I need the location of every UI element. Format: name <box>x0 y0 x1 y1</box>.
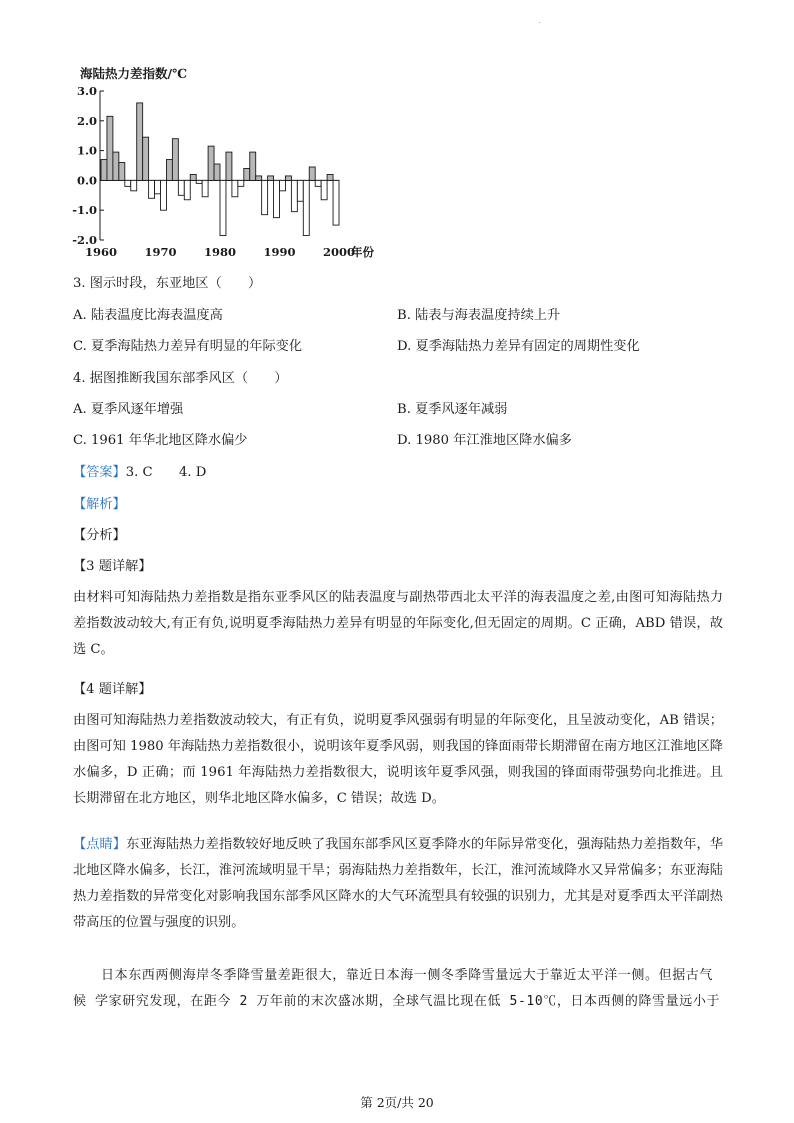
bar-1968 <box>149 180 155 198</box>
answer-text: 3. C 4. D <box>125 465 207 480</box>
bar-1989 <box>274 180 280 217</box>
dianjing-tag: 【点睛】 <box>73 837 127 852</box>
bar-1969 <box>155 180 161 193</box>
bar-1964 <box>125 180 131 186</box>
bar-1976 <box>196 180 202 183</box>
bar-1984 <box>244 168 250 180</box>
page-footer: 第 2页/共 20 <box>360 1095 434 1110</box>
dianjing-paragraph <box>73 832 723 936</box>
bar-1971 <box>166 160 172 181</box>
bar-1961 <box>107 116 113 180</box>
y-tick-label: -1.0 <box>72 203 97 218</box>
y-tick-label: 3.0 <box>76 84 97 98</box>
q3-option-d: D. 夏季海陆热力差异有固定的周期性变化 <box>397 339 640 354</box>
bar-1995 <box>309 167 315 180</box>
bar-1990 <box>280 180 286 190</box>
scan-dot: . <box>538 16 541 25</box>
chart-title: 海陆热力差指数/℃ <box>80 66 188 81</box>
x-tick-label: 2000 <box>322 245 356 259</box>
bar-1975 <box>190 174 196 180</box>
bar-1963 <box>119 163 125 181</box>
answer-tag: 【答案】 <box>73 465 126 480</box>
bar-1972 <box>172 139 178 181</box>
bar-1985 <box>250 152 256 180</box>
bar-1977 <box>202 180 208 196</box>
q4-option-d: D. 1980 年江淮地区降水偏多 <box>397 433 572 448</box>
q3-detail-heading: 【3 题详解】 <box>73 559 152 574</box>
reading-passage <box>73 963 725 1015</box>
bar-1981 <box>226 152 232 180</box>
q4-detail-heading: 【4 题详解】 <box>73 682 152 697</box>
bar-1986 <box>256 176 262 180</box>
bar-1983 <box>238 180 244 186</box>
x-axis-label: 年份 <box>351 245 374 259</box>
dianjing-text: 东亚海陆热力差指数较好地反映了我国东部季风区夏季降水的年际异常变化，强海陆热力差指数年，华北地区降水偏多，长江，淮河流域明显干旱；弱海陆热力差指数年，长江，淮河流域降水又异常偏多；东亚海陆热力差指数的异常变化对影响我国东部季风区降水的大气环流型具有较强的识别力，尤其是对夏季西太平洋副热带高压的位置与强度的识别。 <box>73 837 724 930</box>
passage-text: 日本东西两侧海岸冬季降雪量差距很大，靠近日本海一侧冬季降雪量远大于靠近太平洋一侧。但据古气候 学家研究发现，在距今 2 万年前的末次盛冰期，全球气温比现在低 5-10℃，日本西侧的降雪量远小于 <box>73 968 721 1009</box>
bar-1994 <box>303 180 309 235</box>
q4-stem: 4. 据图推断我国东部季风区（ ） <box>73 371 288 386</box>
answer-line <box>73 463 206 483</box>
q3-stem: 3. 图示时段，东亚地区（ ） <box>73 276 262 291</box>
bar-1992 <box>291 180 297 211</box>
bar-1965 <box>131 180 137 190</box>
bar-1967 <box>143 137 149 180</box>
bar-1973 <box>178 180 184 195</box>
bar-1999 <box>333 180 339 225</box>
bar-1997 <box>321 180 327 199</box>
bar-1988 <box>268 176 274 180</box>
y-tick-label: -2.0 <box>72 233 97 247</box>
bar-1974 <box>184 180 190 199</box>
bar-1996 <box>315 180 321 186</box>
q3-detail-text: 由材料可知海陆热力差指数是指东亚季风区的陆表温度与副热带西北太平洋的海表温度之差,由图可知海陆热力差指数波动较大,有正有负,说明夏季海陆热力差异有明显的年际变化,但无固定的周期。C 正确，ABD 错误，故选 C。 <box>73 590 723 657</box>
x-tick-label: 1970 <box>144 245 177 259</box>
y-tick-label: 0.0 <box>76 173 97 188</box>
bar-1982 <box>232 180 238 196</box>
bar-1978 <box>208 146 214 180</box>
bar-1970 <box>161 180 167 210</box>
q4-option-c: C. 1961 年华北地区降水偏少 <box>73 433 248 448</box>
bar-1966 <box>137 103 143 180</box>
q3-option-b: B. 陆表与海表温度持续上升 <box>397 308 561 323</box>
bar-1991 <box>285 176 291 180</box>
analysis-tag: 【解析】 <box>73 497 126 512</box>
bar-1987 <box>262 180 268 214</box>
q4-option-a: A. 夏季风逐年增强 <box>73 402 184 417</box>
bar-1993 <box>297 180 303 201</box>
bar-1960 <box>101 160 107 181</box>
q3-option-a: A. 陆表温度比海表温度高 <box>73 308 223 323</box>
x-tick-label: 1980 <box>203 245 237 259</box>
y-tick-label: 1.0 <box>76 143 97 158</box>
sea-land-thermal-difference-bar-chart <box>70 62 374 262</box>
bar-1979 <box>214 164 220 180</box>
q4-option-b: B. 夏季风逐年减弱 <box>397 402 508 417</box>
q3-option-c: C. 夏季海陆热力差异有明显的年际变化 <box>73 339 303 354</box>
bar-1998 <box>327 174 333 180</box>
q4-detail-text: 由图可知海陆热力差指数波动较大，有正有负，说明夏季风强弱有明显的年际变化，且呈波动变化，AB 错误；由图可知 1980 年海陆热力差指数很小，说明该年夏季风弱，则我国的锋面雨带长期滞留在南方地区江淮地区降水偏多，D 正确；而 1961 年海陆热力差指数很大，说明该年夏季风强，则我国的锋面雨带强势向北推进。且长期滞留在北方地区，则华北地区降水偏多，C 错误；故选 D。 <box>73 713 723 806</box>
y-tick-label: 2.0 <box>76 113 97 128</box>
x-tick-label: 1960 <box>84 245 118 259</box>
x-tick-label: 1990 <box>263 245 296 259</box>
bar-1962 <box>113 152 119 180</box>
bar-1980 <box>220 180 226 235</box>
fenxi-heading: 【分析】 <box>73 528 126 543</box>
